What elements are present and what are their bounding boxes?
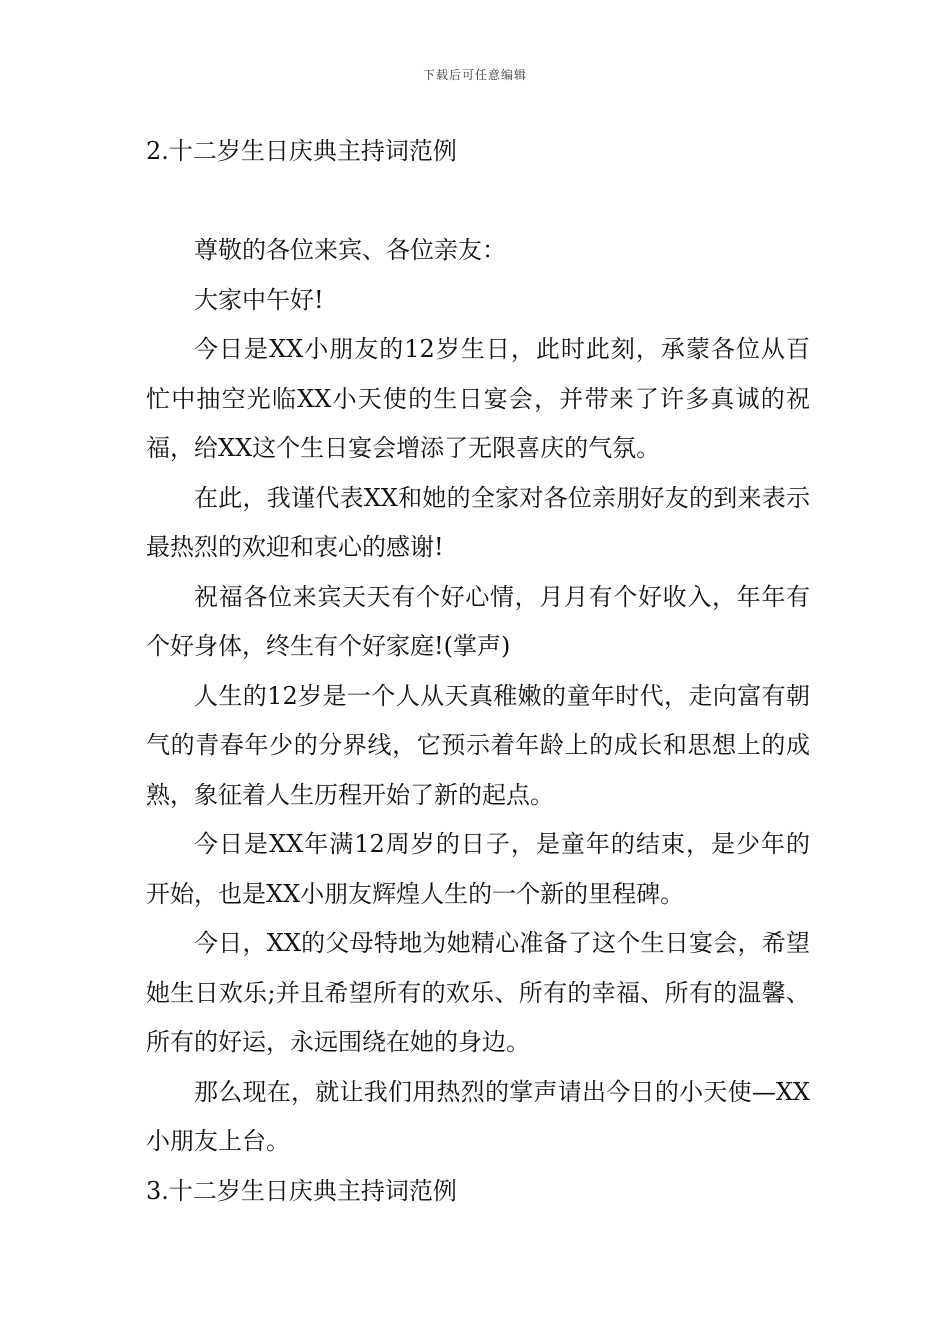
paragraph-milestone-day: 今日是XX年满12周岁的日子，是童年的结束，是少年的开始，也是XX小朋友辉煌人生的一个新的里程碑。: [146, 830, 810, 908]
paragraph-milestone-age: 人生的12岁是一个人从天真稚嫩的童年时代，走向富有朝气的青春年少的分界线，它预示着年龄上的成长和思想上的成熟，象征着人生历程开始了新的起点。: [146, 681, 810, 809]
paragraph-thanks: 在此，我谨代表XX和她的全家对各位亲朋好友的到来表示最热烈的欢迎和衷心的感谢!: [146, 483, 810, 561]
header-note: 下载后可任意编辑: [422, 68, 527, 82]
section-2-title: 2.十二岁生日庆典主持词范例: [146, 137, 457, 165]
paragraph-greeting: 大家中午好!: [194, 285, 324, 314]
section-3-title: 3.十二岁生日庆典主持词范例: [146, 1176, 457, 1205]
paragraph-salutation: 尊敬的各位来宾、各位亲友：: [194, 236, 506, 264]
paragraph-invitation: 那么现在，就让我们用热烈的掌声请出今日的小天使—XX小朋友上台。: [146, 1077, 810, 1155]
paragraph-occasion: 今日是XX小朋友的12岁生日，此时此刻，承蒙各位从百忙中抽空光临XX小天使的生日宴会，并带来了许多真诚的祝福，给XX这个生日宴会增添了无限喜庆的气氛。: [146, 335, 810, 462]
paragraph-wishes: 祝福各位来宾天天有个好心情，月月有个好收入，年年有个好身体，终生有个好家庭!(掌声): [146, 582, 810, 660]
paragraph-parents: 今日，XX的父母特地为她精心准备了这个生日宴会，希望她生日欢乐;并且希望所有的欢乐、所有的幸福、所有的温馨、所有的好运，永远围绕在她的身边。: [146, 929, 810, 1056]
document-body: [146, 127, 810, 1216]
